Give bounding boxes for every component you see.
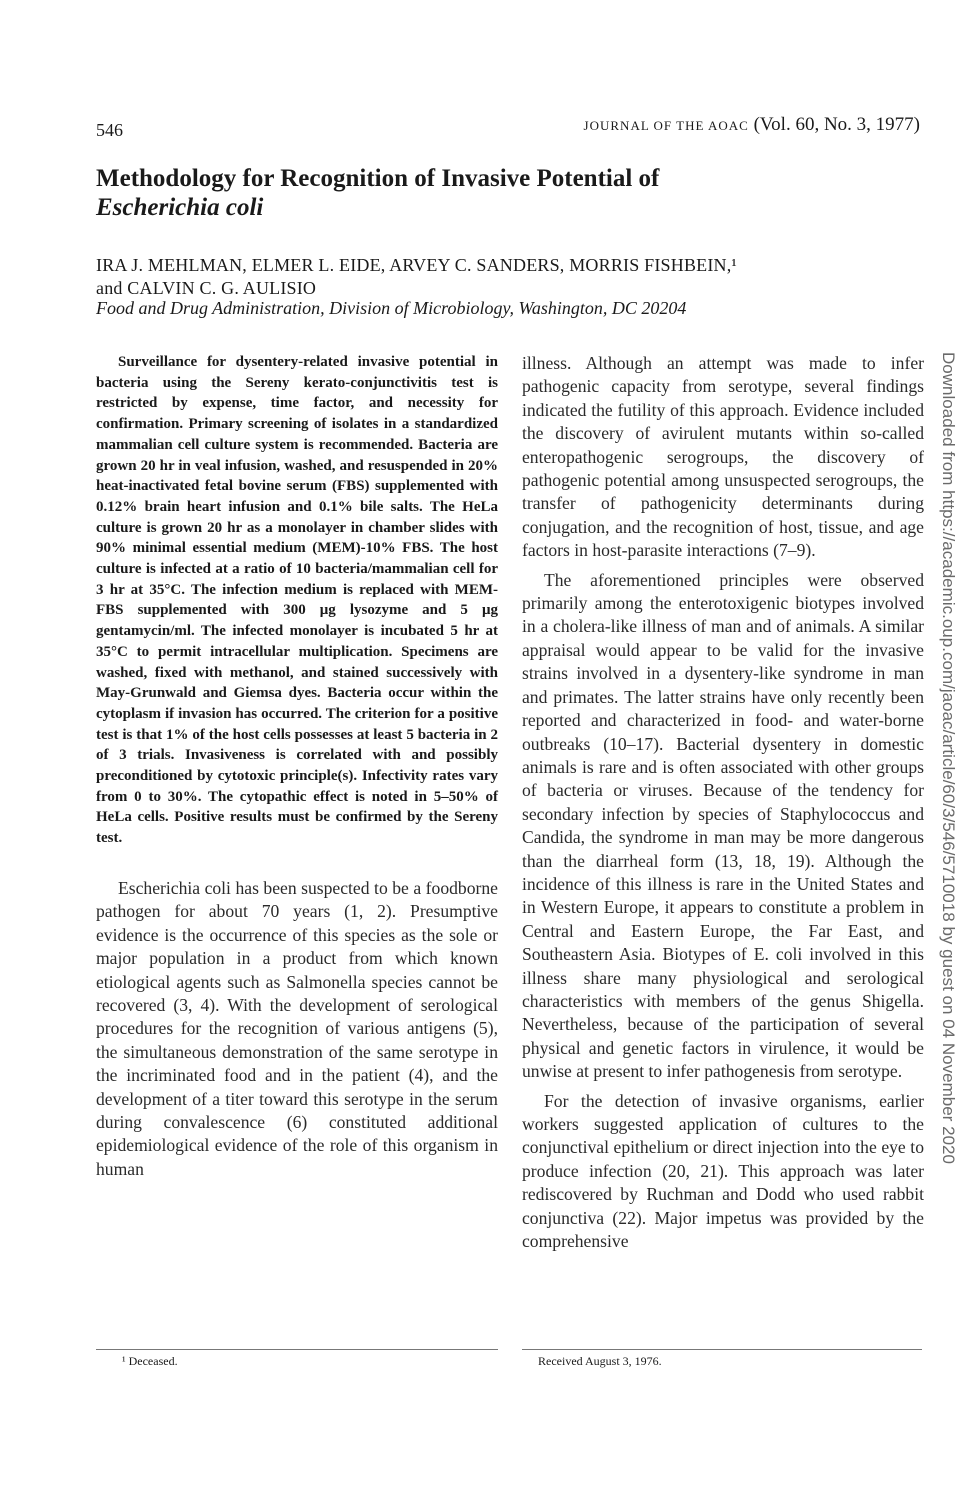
watermark-svg <box>932 352 962 1167</box>
download-watermark <box>932 352 962 1167</box>
left-column <box>96 352 498 1181</box>
authors-line-2: and CALVIN C. G. AULISIO <box>96 278 317 298</box>
body-paragraph-3: The aforementioned principles were observed primarily among the enterotoxigenic biotypes involved in a cholera-like illness of man and of animals. A similar appraisal would appear to be valid for the invasive strains involved in a dysentery-like syndrome in man and primates. The latter strains have only recently been reported and characterized in food- and water-borne outbreaks (10–17). Bacterial dysentery in domestic animals is rare and is often associated with other groups of bacteria or viruses. Because of the tendency for secondary infection by species of Staphylococcus and Candida, the syndrome in man may be more dangerous than the diarrheal form (13, 18, 19). Although the incidence of this illness is rare in the United States and in Western Europe, it appears to constitute a problem in Central and Eastern Europe, the Far East, and Southeastern Asia. Biotypes of E. coli involved in this illness share many physiological and serological characteristics with members of the genus Shigella. Nevertheless, because of the participation of several physical and genetic factors in virulence, it would be unwise at present to infer pathogenesis from serotype. <box>522 569 924 1082</box>
journal-name: JOURNAL OF THE AOAC <box>583 118 749 133</box>
body-paragraph-1: Escherichia coli has been suspected to be a foodborne pathogen for about 70 years (1, 2). Presumptive evidence is the occurrence of this species as the sole or major population in a product from which known etiological agents such as Salmonella species cannot be recovered (3, 4). With the development of serological procedures for the recognition of various antigens (5), the simultaneous demonstration of the same serotype in the incriminated food and in the patient (4), and the development of a titer toward this serotype in the serum during convalescence (6) constituted additional epidemiological evidence of the role of this organism in human <box>96 877 498 1179</box>
author-list <box>96 254 936 300</box>
title-line-1: Methodology for Recognition of Invasive Potential of <box>96 165 660 192</box>
page-number: 546 <box>96 120 123 140</box>
running-header <box>96 114 920 144</box>
body-paragraph-2: illness. Although an attempt was made to infer pathogenic capacity from serotype, several findings indicated the futility of this approach. Evidence included the discovery of avirulent mutants within so-called enteropathogenic serogroups, the discovery of pathogenic potential among unsuspected serogroups, the transfer of pathogenicity determinants during conjugation, and the recognition of host, tissue, and age factors in host-parasite interactions (7–9). <box>522 353 924 561</box>
affiliation: Food and Drug Administration, Division of Microbiology, Washington, DC 20204 <box>96 298 687 318</box>
footnote-deceased: ¹ Deceased. <box>122 1354 178 1368</box>
watermark-text: Downloaded from https://academic.oup.com/jaoac/article/60/3/546/5710018 by guest on 04 November 2020 <box>939 352 957 1139</box>
right-column <box>522 352 924 1253</box>
volume-info: (Vol. 60, No. 3, 1977) <box>753 114 920 135</box>
title-line-2: Escherichia coli <box>96 194 264 221</box>
authors-line-1: IRA J. MEHLMAN, ELMER L. EIDE, ARVEY C. SANDERS, MORRIS FISHBEIN,¹ <box>96 255 738 275</box>
journal-citation <box>584 114 920 136</box>
abstract: Surveillance for dysentery-related invasive potential in bacteria using the Sereny kerato-conjunctivitis test is restricted by expense, time factor, and necessity for confirmation. Primary screening of isolates in a standardized mammalian cell culture system is recommended. Bacteria are grown 20 hr in veal infusion, washed, and resuspended in 20% heat-inactivated fetal bovine serum (FBS) supplemented with 0.12% brain heart infusion and 0.1% bile salts. The HeLa culture is grown 20 hr as a monolayer in chamber slides with 90% minimal essential medium (MEM)-10% FBS. The host culture is infected at a ratio of 10 bacteria/mammalian cell for 3 hr at 35°C. The infection medium is replaced with MEM-FBS supplemented with 300 μg lysozyme and 5 μg gentamycin/ml. The infected monolayer is incubated 5 hr at 35°C to permit intracellular multiplication. Specimens are washed, fixed with methanol, and stained successively with May-Grunwald and Giemsa dyes. Bacteria occur within the cytoplasm if invasion has occurred. The criterion for a positive test is that 1% of the host cells possesses at least 5 bacteria in 2 of 3 trials. Invasiveness is correlated with and possibly preconditioned by cytotoxic principle(s). Infectivity rates vary from 0 to 30%. The cytopathic effect is noted in 5–50% of HeLa cells. Positive results must be confirmed by the Sereny test. <box>96 354 498 847</box>
footnote-received: Received August 3, 1976. <box>538 1354 662 1368</box>
body-paragraph-4: For the detection of invasive organisms, earlier workers suggested application of cultures to the conjunctival epithelium or direct injection into the eye to produce infection (20, 21). This approach was later rediscovered by Ruchman and Dodd who used rabbit conjunctiva (22). Major impetus was provided by the comprehensive <box>522 1090 924 1252</box>
article-title <box>96 164 916 222</box>
footnote-rule-right <box>522 1349 922 1350</box>
footnote-rule-left <box>96 1349 498 1350</box>
